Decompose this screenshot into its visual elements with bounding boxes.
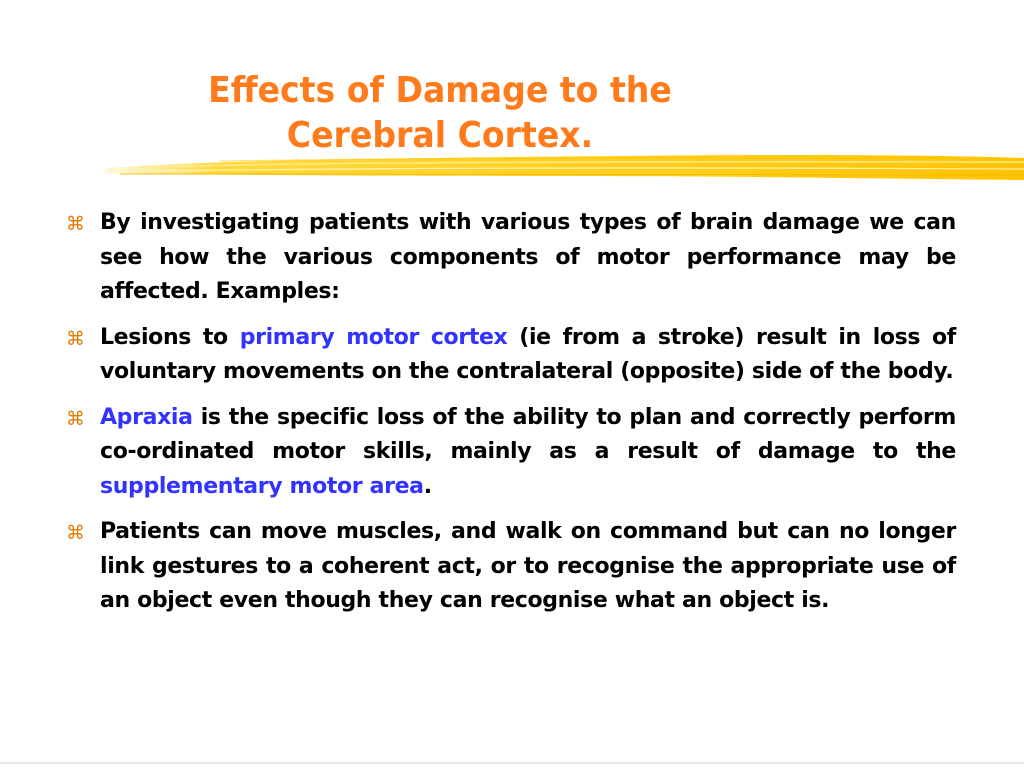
bullet-item [66,206,956,310]
bullet-text: Lesions to [100,324,240,350]
bullet-text: is the specific loss of the ability to plan and correctly perform co-ordinated motor skills, mainly as a result of damage to the [100,404,956,464]
bullet-icon: ⌘ [66,213,85,235]
bullet-text: . [423,473,432,499]
bullet-text: Patients can move muscles, and walk on command but can no longer link gestures to a coherent act, or to recognise the appropriate use of an object even though they can recognise what an object is. [100,519,956,613]
highlight-term: supplementary motor area [100,473,424,499]
bottom-divider [0,762,1024,764]
bullet-text: By investigating patients with various types of brain damage we can see how the various components of motor performance may be affected. Examples: [100,210,956,304]
bullet-item [66,321,956,390]
bullet-list [66,206,956,630]
slide-title [118,68,762,158]
bullet-text: (ie from a stroke) result in loss of voluntary movements on the contralateral (opposite) side of the body. [100,324,957,384]
bullet-item [66,401,956,505]
bullet-icon: ⌘ [66,522,85,544]
highlight-term: primary motor cortex [239,324,508,350]
title-line-1: Effects of Damage to the [208,70,672,112]
title-line-2: Cerebral Cortex. [286,115,594,157]
bullet-icon: ⌘ [66,407,85,430]
title-brush-stroke [100,146,1024,186]
bullet-icon: ⌘ [66,327,85,350]
highlight-term: Apraxia [100,404,193,430]
bullet-item [66,515,956,619]
